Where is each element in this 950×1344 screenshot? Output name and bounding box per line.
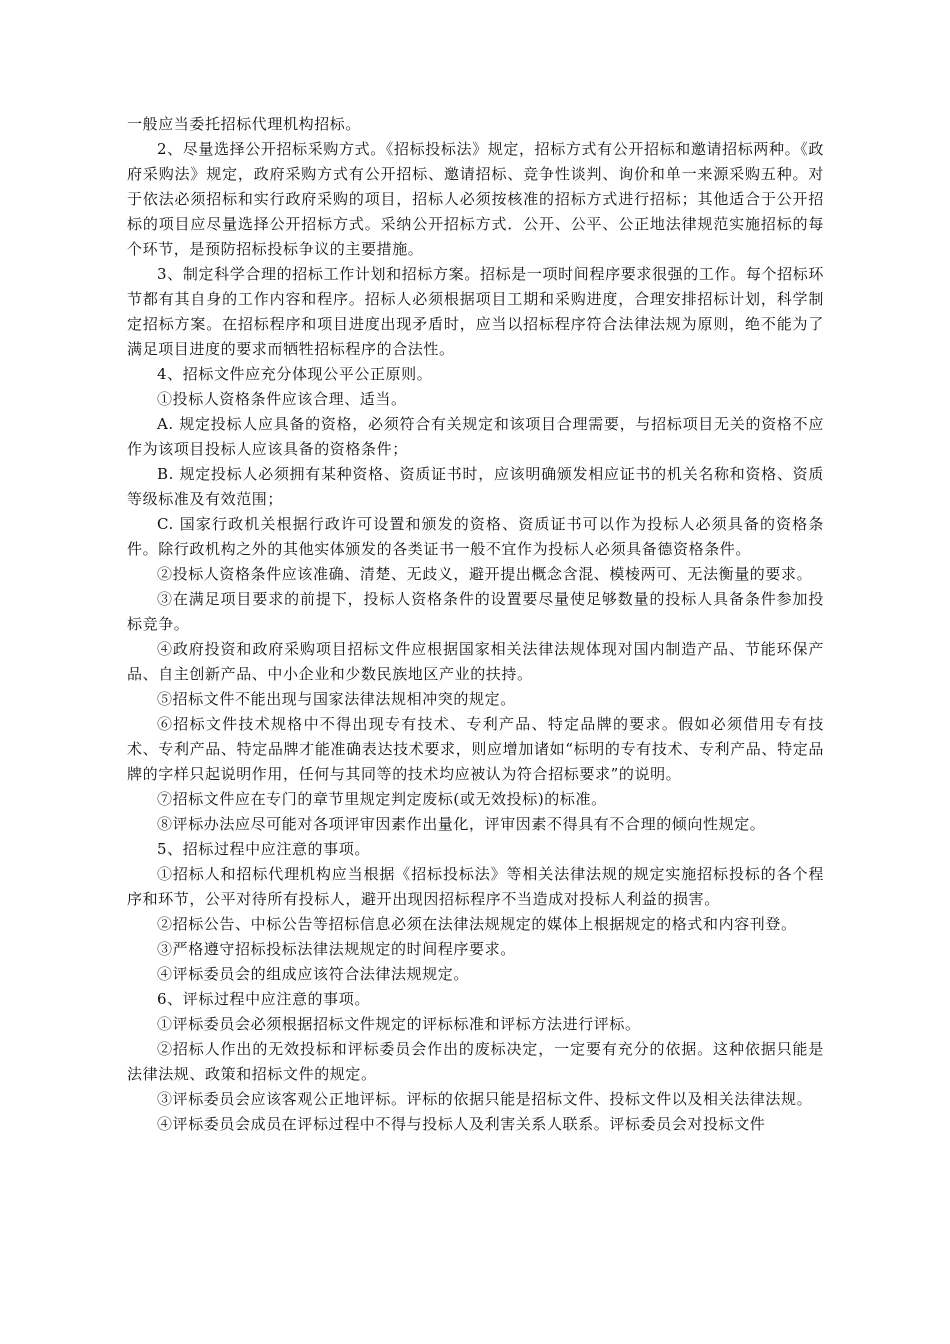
paragraph: ③严格遵守招标投标法律法规规定的时间程序要求。 xyxy=(157,940,516,958)
paragraph: 一般应当委托招标代理机构招标。 xyxy=(127,115,362,133)
paragraph: ②投标人资格条件应该准确、清楚、无歧义，避开提出概念含混、模棱两可、无法衡量的要求。 xyxy=(157,565,813,583)
paragraph: ②招标公告、中标公告等招标信息必须在法律法规规定的媒体上根据规定的格式和内容刊登。 xyxy=(157,915,797,933)
paragraph: ①招标人和招标代理机构应当根据《招标投标法》等相关法律法规的规定实施招标投标的各个程序和环节，公平对待所有投标人，避开出现因招标程序不当造成对投标人利益的损害。 xyxy=(127,865,824,908)
paragraph: ⑥招标文件技术规格中不得出现专有技术、专利产品、特定品牌的要求。假如必须借用专有技术、专利产品、特定品牌才能准确表达技术要求，则应增加诸如“标明的专有技术、专利产品、特定品牌的字样只起说明作用，任何与其同等的技术均应被认为符合招标要求”的说明。 xyxy=(127,715,824,783)
paragraph: ④评标委员会成员在评标过程中不得与投标人及利害关系人联系。评标委员会对投标文件 xyxy=(157,1115,766,1133)
paragraph: A. 规定投标人应具备的资格，必须符合有关规定和该项目合理需要，与招标项目无关的资格不应作为该项目投标人应该具备的资格条件； xyxy=(127,415,824,458)
paragraph: ①投标人资格条件应该合理、适当。 xyxy=(157,390,407,408)
paragraph: C. 国家行政机关根据行政许可设置和颁发的资格、资质证书可以作为投标人必须具备的资格条件。除行政机构之外的其他实体颁发的各类证书一般不宜作为投标人必须具备德资格条件。 xyxy=(127,515,824,558)
paragraph: ⑦招标文件应在专门的章节里规定判定废标(或无效投标)的标准。 xyxy=(157,790,607,808)
paragraph: 5、招标过程中应注意的事项。 xyxy=(157,840,370,858)
paragraph: ⑤招标文件不能出现与国家法律法规相冲突的规定。 xyxy=(157,690,516,708)
paragraph: ④政府投资和政府采购项目招标文件应根据国家相关法律法规体现对国内制造产品、节能环保产品、自主创新产品、中小企业和少数民族地区产业的扶持。 xyxy=(127,640,824,683)
paragraph: 4、招标文件应充分体现公平公正原则。 xyxy=(157,365,433,383)
paragraph: 6、评标过程中应注意的事项。 xyxy=(157,990,370,1008)
paragraph: ④评标委员会的组成应该符合法律法规规定。 xyxy=(157,965,470,983)
paragraph: ③评标委员会应该客观公正地评标。评标的依据只能是招标文件、投标文件以及相关法律法规。 xyxy=(157,1090,813,1108)
paragraph: 2、尽量选择公开招标采购方式。《招标投标法》规定，招标方式有公开招标和邀请招标两种。《政府采购法》规定，政府采购方式有公开招标、邀请招标、竞争性谈判、询价和单一来源采购五种。对于依法必须招标和实行政府采购的项目，招标人必须按核准的招标方式进行招标；其他适合于公开招标的项目应尽量选择公开招标方式。采纳公开招标方式．公开、公平、公正地法律规范实施招标的每个环节，是预防招标投标争议的主要措施。 xyxy=(127,140,824,258)
paragraph: ①评标委员会必须根据招标文件规定的评标标准和评标方法进行评标。 xyxy=(157,1015,641,1033)
paragraph: ⑧评标办法应尽可能对各项评审因素作出量化，评审因素不得具有不合理的倾向性规定。 xyxy=(157,815,766,833)
document-page xyxy=(127,112,824,1137)
paragraph: 3、制定科学合理的招标工作计划和招标方案。招标是一项时间程序要求很强的工作。每个招标环节都有其自身的工作内容和程序。招标人必须根据项目工期和采购进度，合理安排招标计划，科学制定招标方案。在招标程序和项目进度出现矛盾时，应当以招标程序符合法律法规为原则，绝不能为了满足项目进度的要求而牺牲招标程序的合法性。 xyxy=(127,265,824,358)
paragraph: ②招标人作出的无效投标和评标委员会作出的废标决定，一定要有充分的依据。这种依据只能是法律法规、政策和招标文件的规定。 xyxy=(127,1040,824,1083)
paragraph: ③在满足项目要求的前提下，投标人资格条件的设置要尽量使足够数量的投标人具备条件参加投标竞争。 xyxy=(127,590,824,633)
paragraph: B. 规定投标人必须拥有某种资格、资质证书时，应该明确颁发相应证书的机关名称和资格、资质等级标准及有效范围； xyxy=(127,465,824,508)
